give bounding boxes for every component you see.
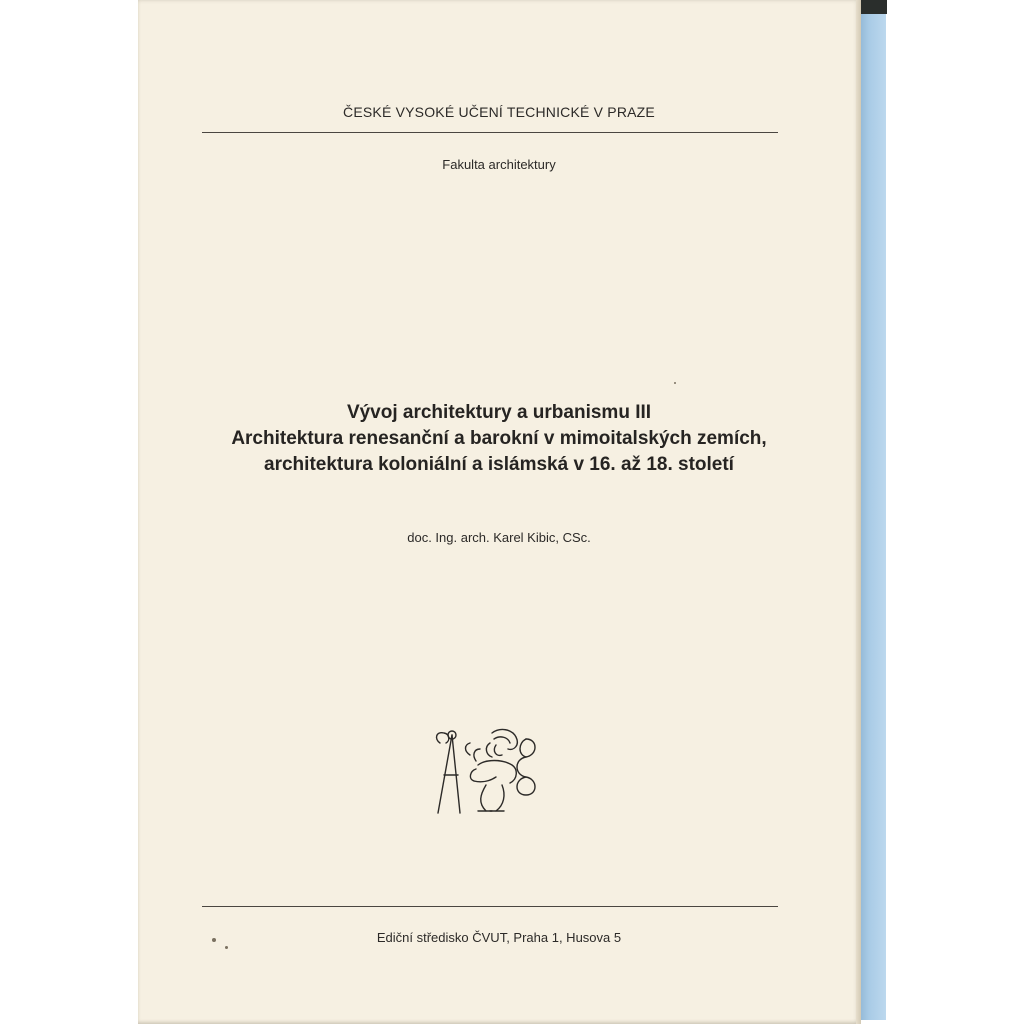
title-line: Architektura renesanční a barokní v mimoitalských zemích, (231, 428, 767, 449)
document-cover (138, 0, 860, 1024)
top-divider (202, 132, 778, 133)
publisher-info: Ediční středisko ČVUT, Praha 1, Husova 5 (376, 930, 622, 945)
institution-name: ČESKÉ VYSOKÉ UČENÍ TECHNICKÉ V PRAZE (343, 104, 655, 120)
document-title (138, 400, 860, 478)
title-line: Vývoj architektury a urbanismu III (346, 402, 652, 423)
backing-sheet (858, 10, 886, 1020)
paper-speck (212, 938, 216, 942)
paper-speck (674, 382, 676, 384)
faculty-name: Fakulta architektury (442, 157, 556, 172)
bottom-divider (202, 906, 778, 907)
page-edge (856, 0, 861, 1024)
title-line: architektura koloniální a islámská v 16. až 18. století (264, 454, 734, 475)
paper-speck (225, 946, 228, 949)
author-name: doc. Ing. arch. Karel Kibic, CSc. (407, 530, 591, 545)
cvut-lion-logo-icon (430, 725, 548, 817)
